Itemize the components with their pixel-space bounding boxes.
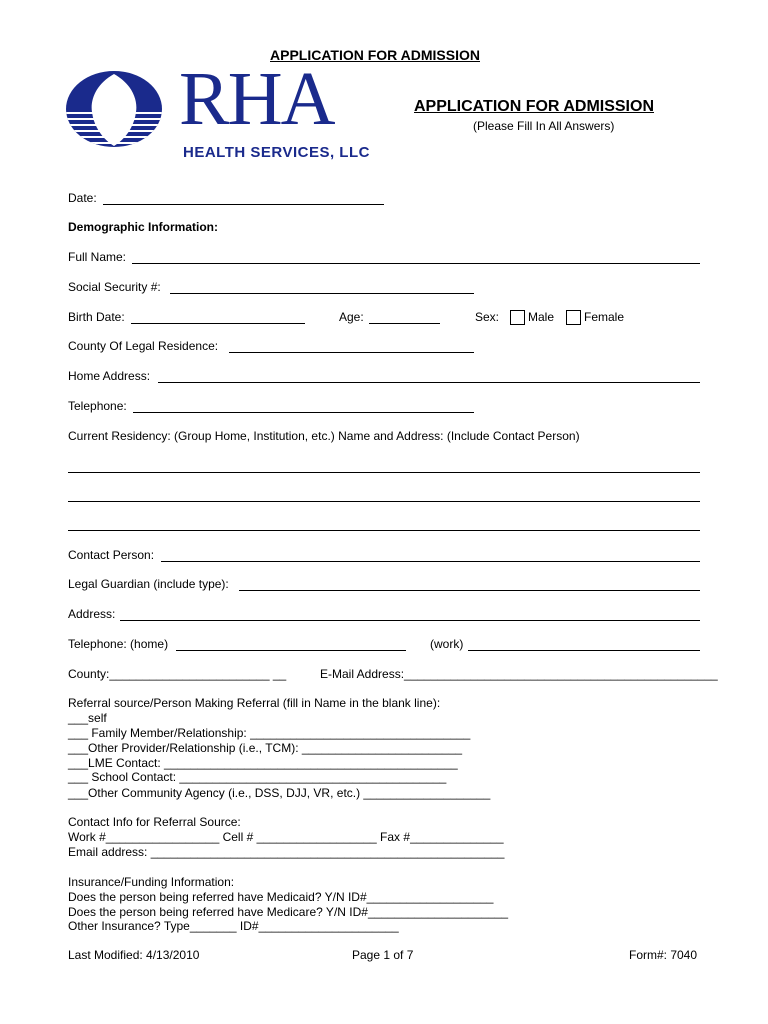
telephone-home-label: Telephone: (home) — [68, 637, 169, 651]
footer-form-number: Form#: 7040 — [629, 948, 698, 962]
contact-info-email: Email address: _____________________________________________________ — [68, 845, 505, 859]
county-line: County:________________________ __ — [68, 667, 287, 681]
residency-line-2[interactable] — [68, 501, 700, 502]
address-label: Address: — [68, 607, 116, 621]
subtitle: (Please Fill In All Answers) — [473, 119, 615, 133]
ssn-field[interactable] — [170, 293, 474, 294]
referral-lme: ___LME Contact: ____________________________________________ — [68, 756, 458, 770]
telephone-work-field[interactable] — [468, 650, 700, 651]
date-field[interactable] — [103, 204, 384, 205]
referral-agency: ___Other Community Agency (i.e., DSS, DJJ, VR, etc.) ___________________ — [68, 786, 491, 800]
birth-date-label: Birth Date: — [68, 310, 125, 324]
county-residence-field[interactable] — [229, 352, 474, 353]
full-name-label: Full Name: — [68, 250, 127, 264]
demographic-heading: Demographic Information: — [68, 220, 219, 234]
male-label: Male — [528, 310, 555, 324]
referral-self: ___self — [68, 711, 107, 725]
referral-school: ___ School Contact: ________________________________________ — [68, 770, 447, 784]
contact-info-heading: Contact Info for Referral Source: — [68, 815, 241, 829]
footer-page-number: Page 1 of 7 — [352, 948, 414, 962]
address-field[interactable] — [120, 620, 700, 621]
residency-line-3[interactable] — [68, 530, 700, 531]
telephone-field[interactable] — [133, 412, 474, 413]
insurance-medicare: Does the person being referred have Medicare? Y/N ID#_____________________ — [68, 905, 509, 919]
home-address-label: Home Address: — [68, 369, 151, 383]
male-checkbox[interactable] — [510, 310, 525, 325]
full-name-field[interactable] — [132, 263, 700, 264]
referral-provider: ___Other Provider/Relationship (i.e., TCM): ________________________ — [68, 741, 463, 755]
insurance-medicaid: Does the person being referred have Medicaid? Y/N ID#___________________ — [68, 890, 494, 904]
contact-person-label: Contact Person: — [68, 548, 155, 562]
footer-last-modified: Last Modified: 4/13/2010 — [68, 948, 200, 962]
insurance-heading: Insurance/Funding Information: — [68, 875, 235, 889]
referral-family: ___ Family Member/Relationship: _________________________________ — [68, 726, 471, 740]
logo-subtitle: HEALTH SERVICES, LLC — [183, 144, 370, 161]
ssn-label: Social Security #: — [68, 280, 161, 294]
date-label: Date: — [68, 191, 97, 205]
logo-letters: RHA — [179, 57, 334, 141]
female-label: Female — [584, 310, 625, 324]
email-line: E-Mail Address:_______________________________________________ — [320, 667, 718, 681]
age-label: Age: — [339, 310, 364, 324]
rha-logo-mark — [66, 70, 166, 150]
birth-date-field[interactable] — [131, 323, 305, 324]
female-checkbox[interactable] — [566, 310, 581, 325]
main-title: APPLICATION FOR ADMISSION — [414, 98, 654, 115]
work-label: (work) — [430, 637, 464, 651]
residency-line-1[interactable] — [68, 472, 700, 473]
current-residency-label: Current Residency: (Group Home, Institution, etc.) Name and Address: (Include Contact Person) — [68, 429, 580, 443]
top-title: APPLICATION FOR ADMISSION — [270, 47, 480, 63]
sex-label: Sex: — [475, 310, 500, 324]
county-residence-label: County Of Legal Residence: — [68, 339, 219, 353]
contact-info-phones: Work #_________________ Cell # __________________ Fax #______________ — [68, 830, 504, 844]
referral-heading: Referral source/Person Making Referral (fill in Name in the blank line): — [68, 696, 441, 710]
insurance-other: Other Insurance? Type_______ ID#_____________________ — [68, 919, 399, 933]
home-address-field[interactable] — [158, 382, 700, 383]
legal-guardian-label: Legal Guardian (include type): — [68, 577, 229, 591]
contact-person-field[interactable] — [161, 561, 700, 562]
legal-guardian-field[interactable] — [239, 590, 700, 591]
rha-logo — [66, 57, 372, 164]
telephone-home-field[interactable] — [176, 650, 406, 651]
telephone-label: Telephone: — [68, 399, 127, 413]
age-field[interactable] — [369, 323, 440, 324]
